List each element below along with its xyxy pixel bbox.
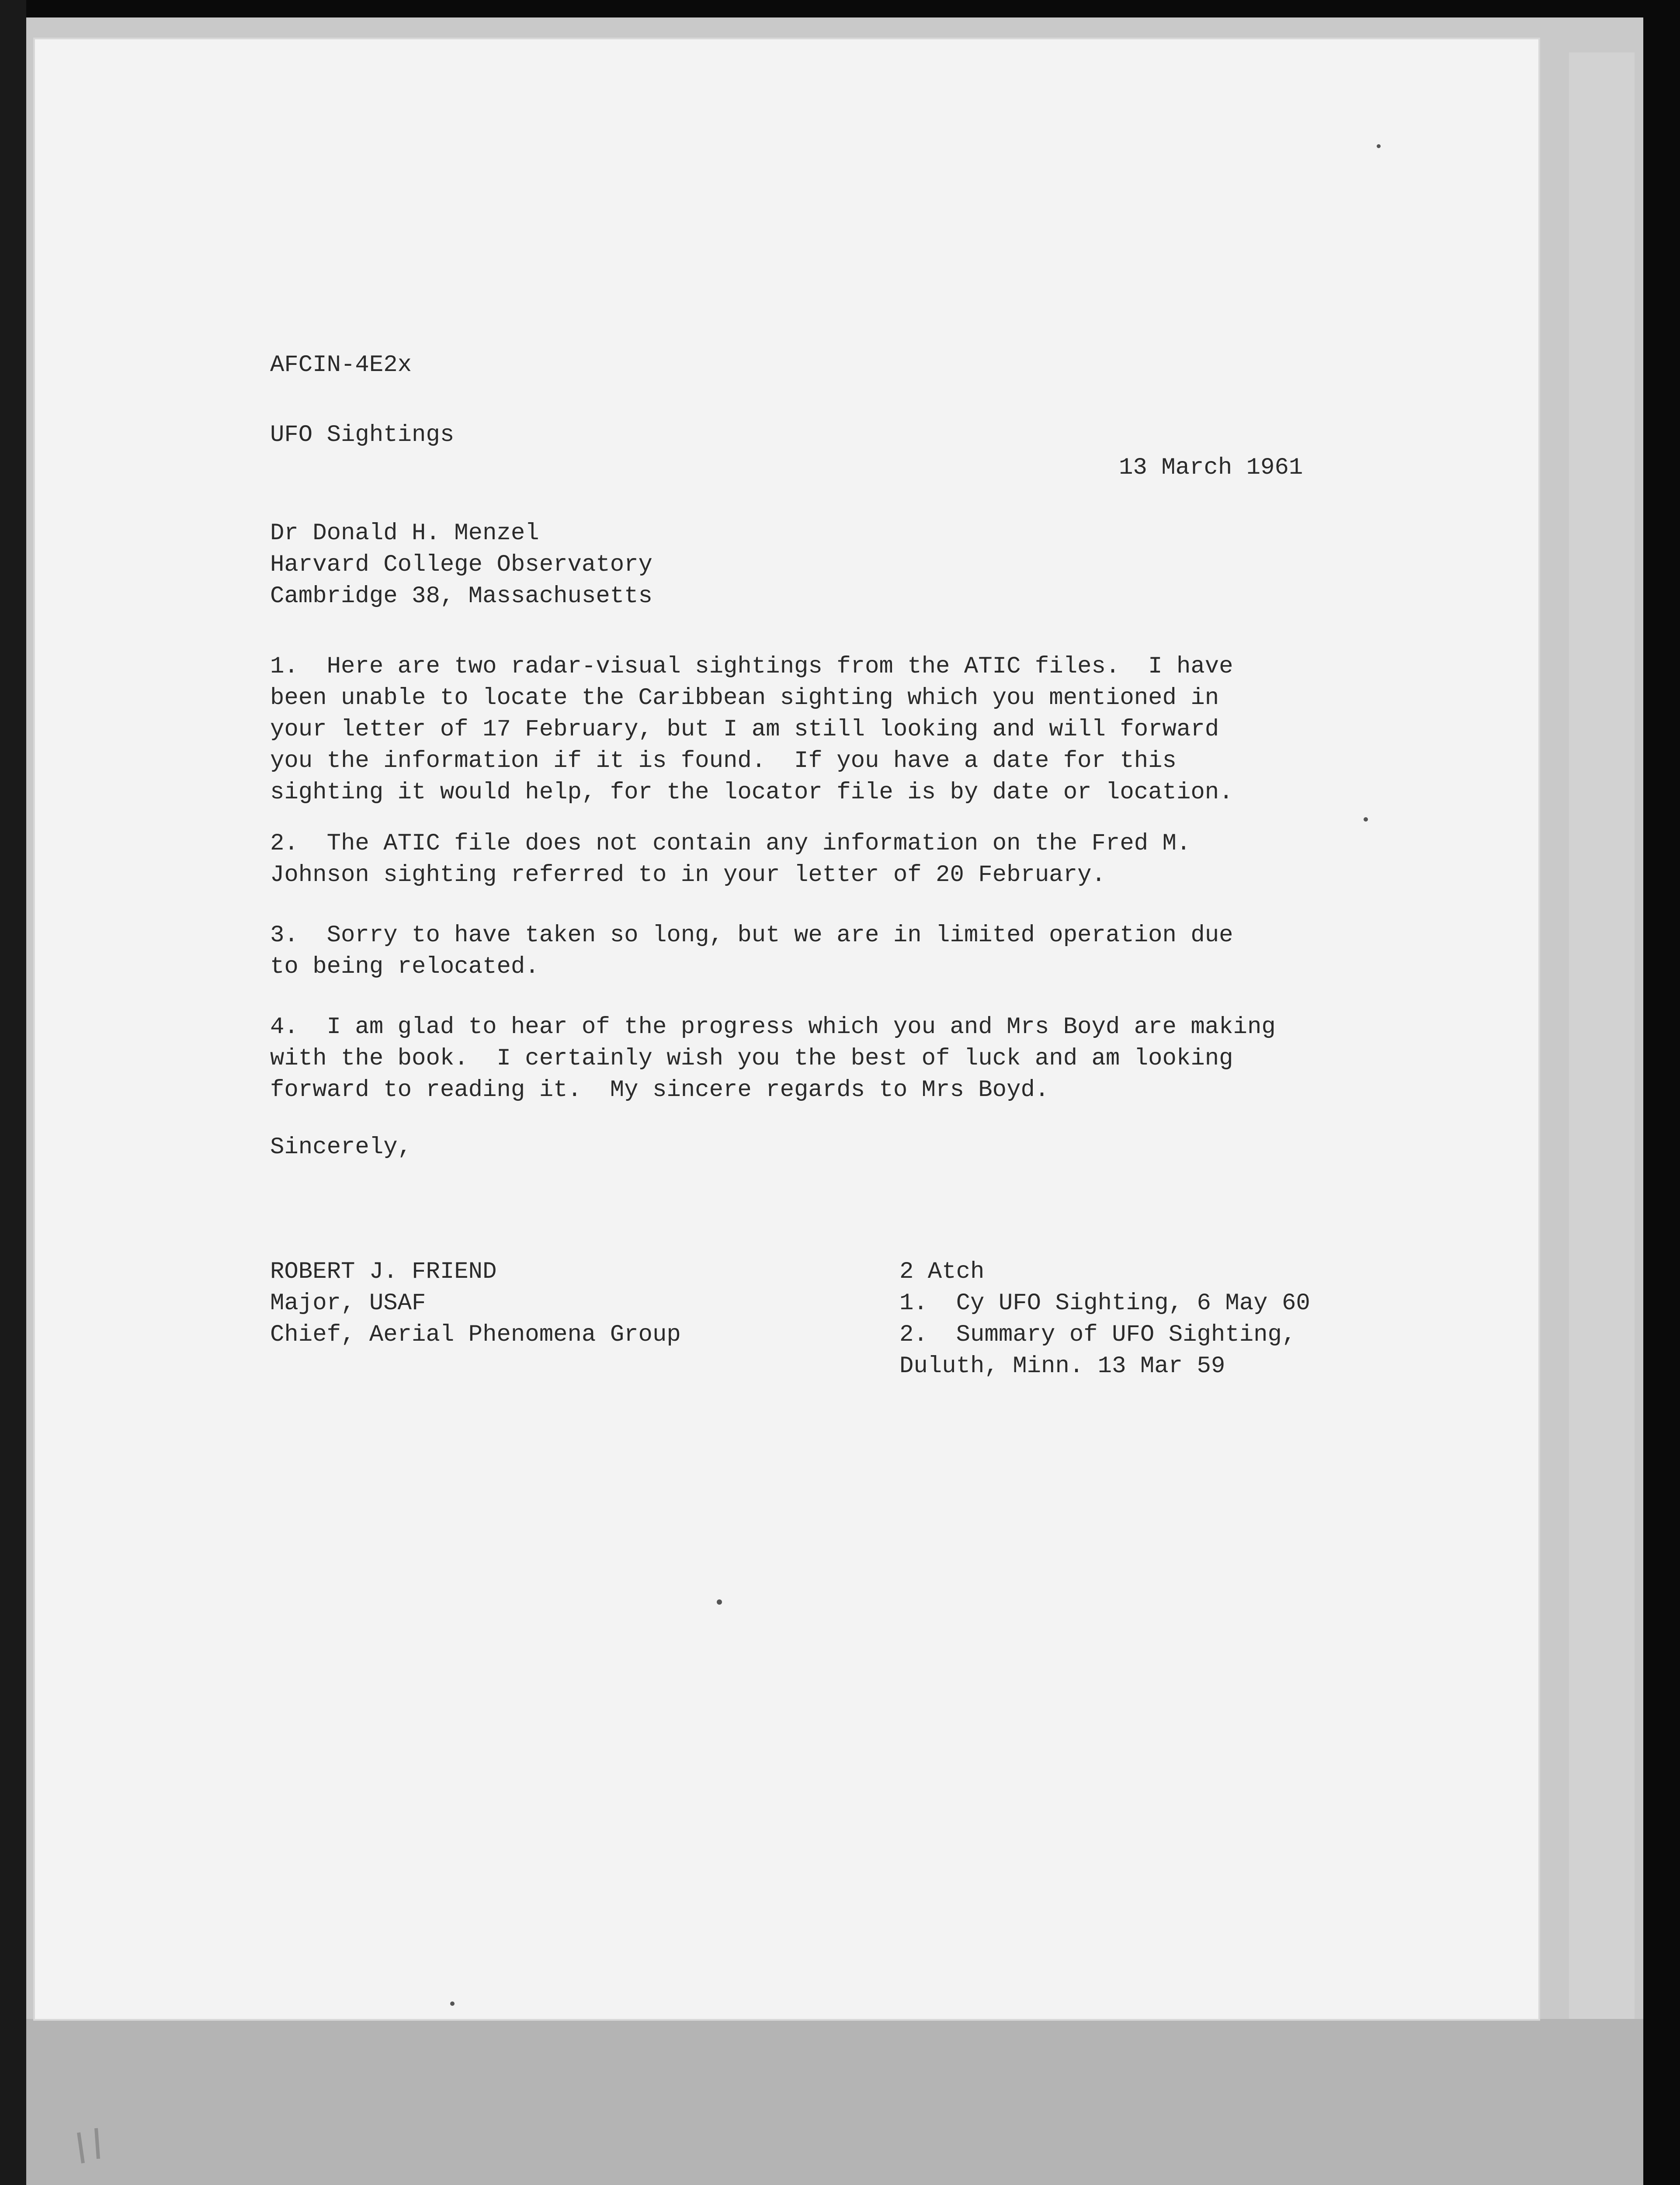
attachments-block (899, 1256, 1310, 1382)
paragraph-line: 2. The ATIC file does not contain any information on the Fred M. (270, 830, 1191, 857)
recipient-city: Cambridge 38, Massachusetts (270, 583, 653, 610)
paragraph-2 (270, 828, 1191, 891)
paragraph-1 (270, 651, 1233, 808)
paragraph-line: 1. Here are two radar-visual sightings from the ATIC files. I have (270, 653, 1233, 680)
dust-speck (717, 1599, 722, 1605)
attachments-header: 2 Atch (899, 1259, 985, 1285)
attachment-item: 1. Cy UFO Sighting, 6 May 60 (899, 1290, 1310, 1317)
subject-line: UFO Sightings (270, 422, 455, 448)
film-right-strip (1569, 52, 1635, 2019)
paragraph-line: your letter of 17 February, but I am still looking and will forward (270, 716, 1219, 743)
dust-speck (450, 2001, 455, 2006)
signer-name: ROBERT J. FRIEND (270, 1259, 497, 1285)
attachment-item: Duluth, Minn. 13 Mar 59 (899, 1353, 1225, 1380)
paragraph-line: Johnson sighting referred to in your letter of 20 February. (270, 862, 1106, 888)
paragraph-line: you the information if it is found. If you have a date for this (270, 748, 1177, 774)
film-mount-lower (26, 2019, 1643, 2185)
paragraph-line: 4. I am glad to hear of the progress which you and Mrs Boyd are making (270, 1014, 1276, 1040)
letter-date: 13 March 1961 (1119, 454, 1303, 481)
reference-code: AFCIN-4E2x (270, 352, 412, 378)
paragraph-3 (270, 920, 1233, 983)
film-scratch-marks (66, 2115, 197, 2185)
dust-speck (1364, 817, 1368, 822)
paragraph-line: to being relocated. (270, 954, 539, 980)
paragraph-line: been unable to locate the Caribbean sighting which you mentioned in (270, 685, 1219, 711)
dust-speck (1377, 144, 1381, 148)
recipient-organization: Harvard College Observatory (270, 551, 653, 578)
signer-rank: Major, USAF (270, 1290, 426, 1317)
paragraph-line: sighting it would help, for the locator file is by date or location. (270, 779, 1233, 806)
film-left-edge (0, 0, 26, 2185)
paragraph-line: with the book. I certainly wish you the best of luck and am looking (270, 1045, 1233, 1072)
recipient-address (270, 518, 653, 612)
attachment-item: 2. Summary of UFO Sighting, (899, 1321, 1296, 1348)
paragraph-line: 3. Sorry to have taken so long, but we are in limited operation due (270, 922, 1233, 949)
signature-block (270, 1256, 681, 1351)
signer-title: Chief, Aerial Phenomena Group (270, 1321, 681, 1348)
paragraph-line: forward to reading it. My sincere regards to Mrs Boyd. (270, 1077, 1049, 1103)
paragraph-4 (270, 1012, 1276, 1106)
recipient-name: Dr Donald H. Menzel (270, 520, 539, 547)
closing: Sincerely, (270, 1134, 412, 1161)
